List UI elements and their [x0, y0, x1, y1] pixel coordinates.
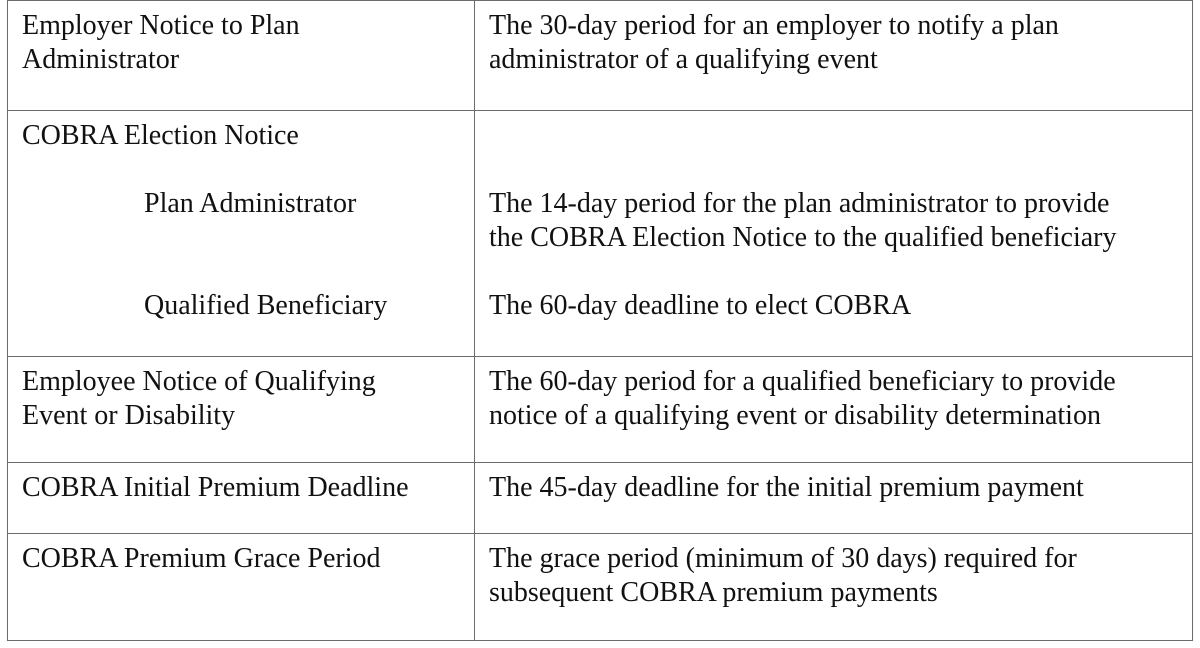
- table-cell-term: [8, 1, 475, 111]
- definition-initial-premium-deadline: The 45-day deadline for the initial premium payment: [489, 472, 1084, 503]
- cobra-deadlines-table: [7, 0, 1193, 641]
- table-row: [8, 1, 1193, 111]
- definition-premium-grace-period: The grace period (minimum of 30 days) required for subsequent COBRA premium payments: [489, 543, 1077, 608]
- table-row: [8, 534, 1193, 641]
- table-row: [8, 111, 1193, 357]
- table-cell-definition: [475, 357, 1193, 463]
- table-cell-definition: [475, 463, 1193, 534]
- table-cell-term: [8, 357, 475, 463]
- definition-employee-notice: The 60-day period for a qualified beneficiary to provide notice of a qualifying event or disability determination: [489, 366, 1116, 431]
- table-cell-definition: [475, 111, 1193, 357]
- term-cobra-election-notice: COBRA Election Notice: [22, 120, 299, 151]
- table-row: [8, 463, 1193, 534]
- definition-qualified-beneficiary: The 60-day deadline to elect COBRA: [489, 290, 912, 321]
- definition-employer-notice: The 30-day period for an employer to notify a plan administrator of a qualifying event: [489, 10, 1059, 75]
- table-cell-term: [8, 111, 475, 357]
- table-cell-definition: [475, 1, 1193, 111]
- sub-term-plan-administrator: Plan Administrator: [144, 188, 357, 219]
- definition-plan-administrator: The 14-day period for the plan administrator to provide the COBRA Election Notice to the qualified beneficiary: [489, 188, 1117, 253]
- sub-term-qualified-beneficiary: Qualified Beneficiary: [144, 290, 388, 321]
- term-employer-notice: Employer Notice to Plan Administrator: [22, 10, 300, 75]
- table-cell-term: [8, 534, 475, 641]
- term-employee-notice: Employee Notice of Qualifying Event or Disability: [22, 366, 376, 431]
- term-initial-premium-deadline: COBRA Initial Premium Deadline: [22, 472, 409, 503]
- table-cell-term: [8, 463, 475, 534]
- term-premium-grace-period: COBRA Premium Grace Period: [22, 543, 381, 574]
- table-cell-definition: [475, 534, 1193, 641]
- table-row: [8, 357, 1193, 463]
